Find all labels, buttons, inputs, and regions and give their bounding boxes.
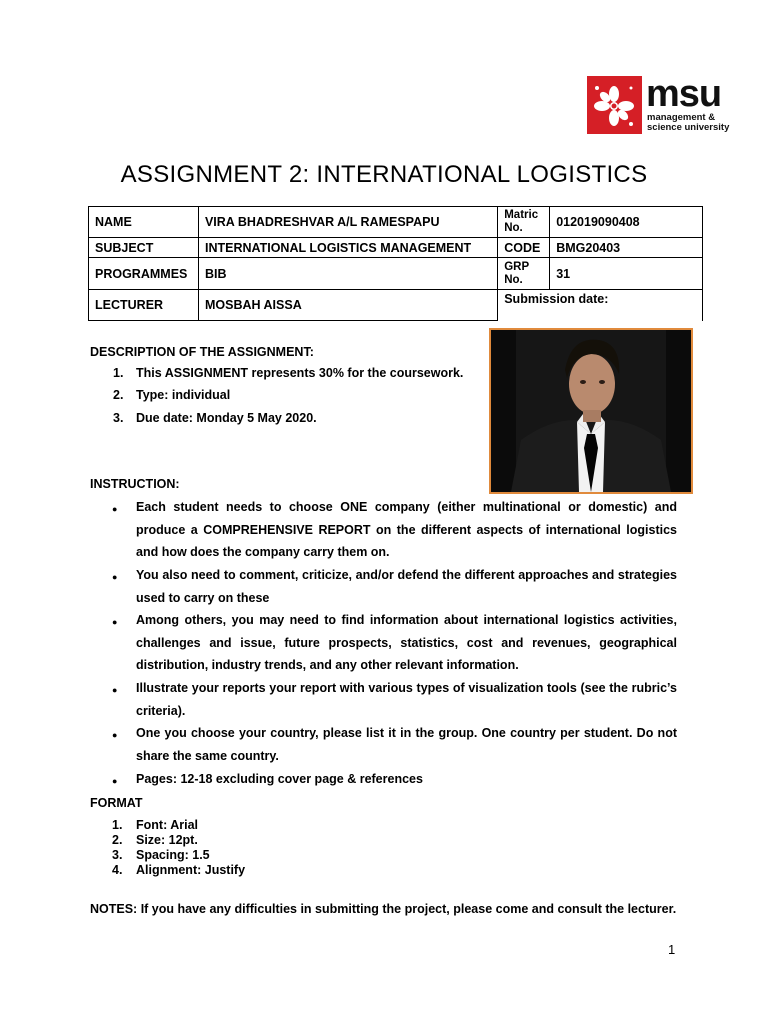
list-item-number: 3. xyxy=(113,411,124,425)
list-item: Pages: 12-18 excluding cover page & references xyxy=(136,772,423,786)
bullet-icon: ● xyxy=(112,572,118,582)
list-item: Due date: Monday 5 May 2020. xyxy=(136,411,317,425)
student-photo xyxy=(489,328,693,494)
logo-subtitle: management & science university xyxy=(647,112,730,133)
msu-logo xyxy=(587,73,747,134)
table-row xyxy=(89,290,703,321)
table-row xyxy=(89,258,703,290)
list-item: One you choose your country, please list it in the group. One country per student. Do not share the same country. xyxy=(136,726,677,763)
code-value: BMG20403 xyxy=(550,238,703,258)
instruction-heading: INSTRUCTION: xyxy=(90,477,180,491)
programmes-label: PROGRAMMES xyxy=(89,258,199,290)
list-item: This ASSIGNMENT represents 30% for the coursework. xyxy=(136,366,464,380)
notes-text: NOTES: If you have any difficulties in submitting the project, please come and consult the lecturer. xyxy=(90,902,677,916)
subject-label: SUBJECT xyxy=(89,238,199,258)
list-item: Size: 12pt. xyxy=(136,833,198,847)
name-value: VIRA BHADRESHVAR A/L RAMESPAPU xyxy=(198,207,497,238)
list-item: Each student needs to choose ONE company (either multinational or domestic) and produce a COMPREHENSIVE REPORT on the different aspects of international logistics and how does the company carry them on. xyxy=(136,500,677,559)
bullet-icon: ● xyxy=(112,776,118,786)
list-item-number: 1. xyxy=(112,818,123,832)
matric-value: 012019090408 xyxy=(550,207,703,238)
list-item: Among others, you may need to find information about international logistics activities, challenges and issue, future prospects, statistics, cost and revenues, geographical distribution, industry trends, and any other relevant information. xyxy=(136,613,677,672)
matric-label: Matric No. xyxy=(498,207,550,238)
code-label: CODE xyxy=(498,238,550,258)
bullet-icon: ● xyxy=(112,730,118,740)
list-item-number: 4. xyxy=(112,863,123,877)
student-info-table xyxy=(88,206,703,321)
list-item: Alignment: Justify xyxy=(136,863,246,877)
bullet-icon: ● xyxy=(112,617,118,627)
hibiscus-icon xyxy=(587,76,642,134)
table-row xyxy=(89,238,703,258)
list-item: Spacing: 1.5 xyxy=(136,848,210,862)
list-item-number: 2. xyxy=(113,388,124,402)
page-title: ASSIGNMENT 2: INTERNATIONAL LOGISTICS xyxy=(120,161,648,188)
description-heading: DESCRIPTION OF THE ASSIGNMENT: xyxy=(90,345,314,359)
format-heading: FORMAT xyxy=(90,796,143,810)
list-item: You also need to comment, criticize, and/or defend the different approaches and strategies used to carry on these xyxy=(136,568,677,605)
name-label: NAME xyxy=(89,207,199,238)
submission-date-label: Submission date: xyxy=(498,290,703,321)
bullet-icon: ● xyxy=(112,504,118,514)
page-number: 1 xyxy=(668,942,676,957)
list-item-number: 1. xyxy=(113,366,124,380)
bullet-icon: ● xyxy=(112,685,118,695)
programmes-value: BIB xyxy=(198,258,497,290)
lecturer-value: MOSBAH AISSA xyxy=(198,290,497,321)
lecturer-label: LECTURER xyxy=(89,290,199,321)
table-row xyxy=(89,207,703,238)
list-item: Font: Arial xyxy=(136,818,199,832)
list-item: Illustrate your reports your report with various types of visualization tools (see the rubric’s criteria). xyxy=(136,681,677,718)
grp-label: GRP No. xyxy=(498,258,550,290)
logo-wordmark: msu xyxy=(646,73,722,115)
list-item-number: 3. xyxy=(112,848,123,862)
list-item-number: 2. xyxy=(112,833,123,847)
subject-value: INTERNATIONAL LOGISTICS MANAGEMENT xyxy=(198,238,497,258)
grp-value: 31 xyxy=(550,258,703,290)
list-item: Type: individual xyxy=(136,388,231,402)
